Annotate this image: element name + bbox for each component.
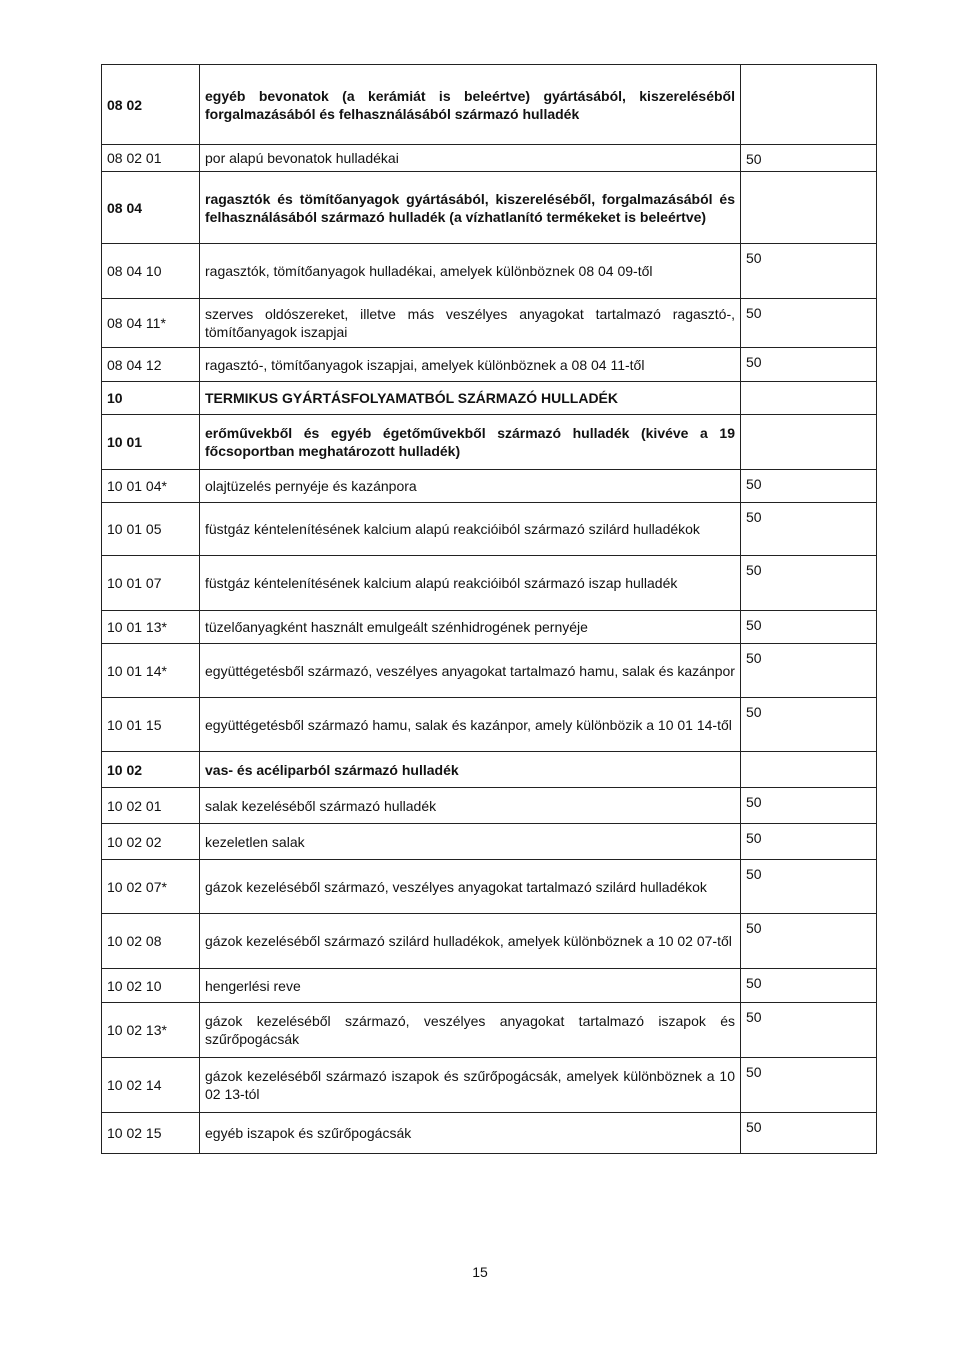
waste-value: 50 (741, 470, 877, 503)
table-row (102, 244, 877, 299)
waste-description: ragasztók, tömítőanyagok hulladékai, amelyek különböznek 08 04 09-től (200, 244, 741, 299)
waste-code: 10 02 15 (102, 1113, 200, 1154)
waste-code: 10 02 01 (102, 788, 200, 824)
waste-value: 50 (741, 556, 877, 611)
waste-code: 08 02 01 (102, 145, 200, 172)
waste-code: 10 02 14 (102, 1058, 200, 1113)
waste-value: 50 (741, 824, 877, 860)
waste-description: kezeletlen salak (200, 824, 741, 860)
waste-code: 10 02 08 (102, 914, 200, 969)
waste-description: erőművekből és egyéb égetőművekből származó hulladék (kivéve a 19 főcsoportban meghatározott hulladék) (200, 415, 741, 470)
waste-value (741, 382, 877, 415)
table-row (102, 1058, 877, 1113)
waste-code-table (101, 64, 877, 1154)
table-row (102, 172, 877, 244)
waste-code: 10 02 02 (102, 824, 200, 860)
table-row (102, 382, 877, 415)
table-row (102, 556, 877, 611)
waste-value: 50 (741, 698, 877, 752)
waste-value: 50 (741, 348, 877, 382)
waste-code: 08 04 10 (102, 244, 200, 299)
waste-description: együttégetésből származó, veszélyes anyagokat tartalmazó hamu, salak és kazánpor (200, 644, 741, 698)
waste-value (741, 415, 877, 470)
waste-code: 08 04 12 (102, 348, 200, 382)
waste-value: 50 (741, 1058, 877, 1113)
waste-value: 50 (741, 611, 877, 644)
table-row (102, 65, 877, 145)
waste-description: por alapú bevonatok hulladékai (200, 145, 741, 172)
waste-value: 50 (741, 299, 877, 348)
waste-value: 50 (741, 145, 877, 172)
waste-code: 08 02 (102, 65, 200, 145)
waste-description: salak kezeléséből származó hulladék (200, 788, 741, 824)
table-row (102, 752, 877, 788)
waste-value: 50 (741, 244, 877, 299)
waste-description: gázok kezeléséből származó szilárd hulladékok, amelyek különböznek a 10 02 07-től (200, 914, 741, 969)
waste-value: 50 (741, 1003, 877, 1058)
waste-code: 10 02 07* (102, 860, 200, 914)
waste-code: 10 02 10 (102, 969, 200, 1003)
waste-description: együttégetésből származó hamu, salak és kazánpor, amely különbözik a 10 01 14-től (200, 698, 741, 752)
waste-value: 50 (741, 644, 877, 698)
waste-code: 10 02 13* (102, 1003, 200, 1058)
waste-description: füstgáz kéntelenítésének kalcium alapú reakcióiból származó szilárd hulladékok (200, 503, 741, 556)
table-row (102, 503, 877, 556)
waste-description: egyéb bevonatok (a kerámiát is beleértve) gyártásából, kiszereléséből forgalmazásából és felhasználásából származó hulladék (200, 65, 741, 145)
table-row (102, 824, 877, 860)
waste-code: 08 04 11* (102, 299, 200, 348)
waste-value (741, 65, 877, 145)
table-row (102, 470, 877, 503)
waste-description: gázok kezeléséből származó iszapok és szűrőpogácsák, amelyek különböznek a 10 02 13-tól (200, 1058, 741, 1113)
waste-description: gázok kezeléséből származó, veszélyes anyagokat tartalmazó iszapok és szűrőpogácsák (200, 1003, 741, 1058)
waste-value: 50 (741, 788, 877, 824)
waste-value (741, 752, 877, 788)
waste-code: 10 01 (102, 415, 200, 470)
waste-value: 50 (741, 860, 877, 914)
waste-code: 10 02 (102, 752, 200, 788)
table-row (102, 914, 877, 969)
waste-value: 50 (741, 914, 877, 969)
waste-code: 10 01 05 (102, 503, 200, 556)
table-row (102, 860, 877, 914)
table-row (102, 145, 877, 172)
waste-code: 10 01 07 (102, 556, 200, 611)
waste-description: hengerlési reve (200, 969, 741, 1003)
waste-code: 10 (102, 382, 200, 415)
waste-code: 10 01 14* (102, 644, 200, 698)
waste-value: 50 (741, 503, 877, 556)
waste-description: olajtüzelés pernyéje és kazánpora (200, 470, 741, 503)
table-row (102, 1113, 877, 1154)
waste-description: vas- és acéliparból származó hulladék (200, 752, 741, 788)
waste-code: 10 01 15 (102, 698, 200, 752)
table-row (102, 611, 877, 644)
waste-description: TERMIKUS GYÁRTÁSFOLYAMATBÓL SZÁRMAZÓ HULLADÉK (200, 382, 741, 415)
table-row (102, 348, 877, 382)
table-row (102, 299, 877, 348)
page-number: 15 (472, 1264, 488, 1280)
waste-description: füstgáz kéntelenítésének kalcium alapú reakcióiból származó iszap hulladék (200, 556, 741, 611)
waste-description: gázok kezeléséből származó, veszélyes anyagokat tartalmazó szilárd hulladékok (200, 860, 741, 914)
waste-value: 50 (741, 1113, 877, 1154)
table-row (102, 969, 877, 1003)
table-row (102, 698, 877, 752)
table-row (102, 415, 877, 470)
waste-description: tüzelőanyagként használt emulgeált szénhidrogének pernyéje (200, 611, 741, 644)
waste-code: 10 01 13* (102, 611, 200, 644)
waste-description: szerves oldószereket, illetve más veszélyes anyagokat tartalmazó ragasztó-, tömítőanyagok iszapjai (200, 299, 741, 348)
waste-description: egyéb iszapok és szűrőpogácsák (200, 1113, 741, 1154)
waste-code: 10 01 04* (102, 470, 200, 503)
waste-code: 08 04 (102, 172, 200, 244)
table-row (102, 644, 877, 698)
waste-value: 50 (741, 969, 877, 1003)
table-row (102, 788, 877, 824)
table-row (102, 1003, 877, 1058)
waste-description: ragasztók és tömítőanyagok gyártásából, kiszereléséből, forgalmazásából és felhasználásából származó hulladék (a vízhatlanító termékeket is beleértve) (200, 172, 741, 244)
waste-value (741, 172, 877, 244)
waste-description: ragasztó-, tömítőanyagok iszapjai, amelyek különböznek a 08 04 11-től (200, 348, 741, 382)
